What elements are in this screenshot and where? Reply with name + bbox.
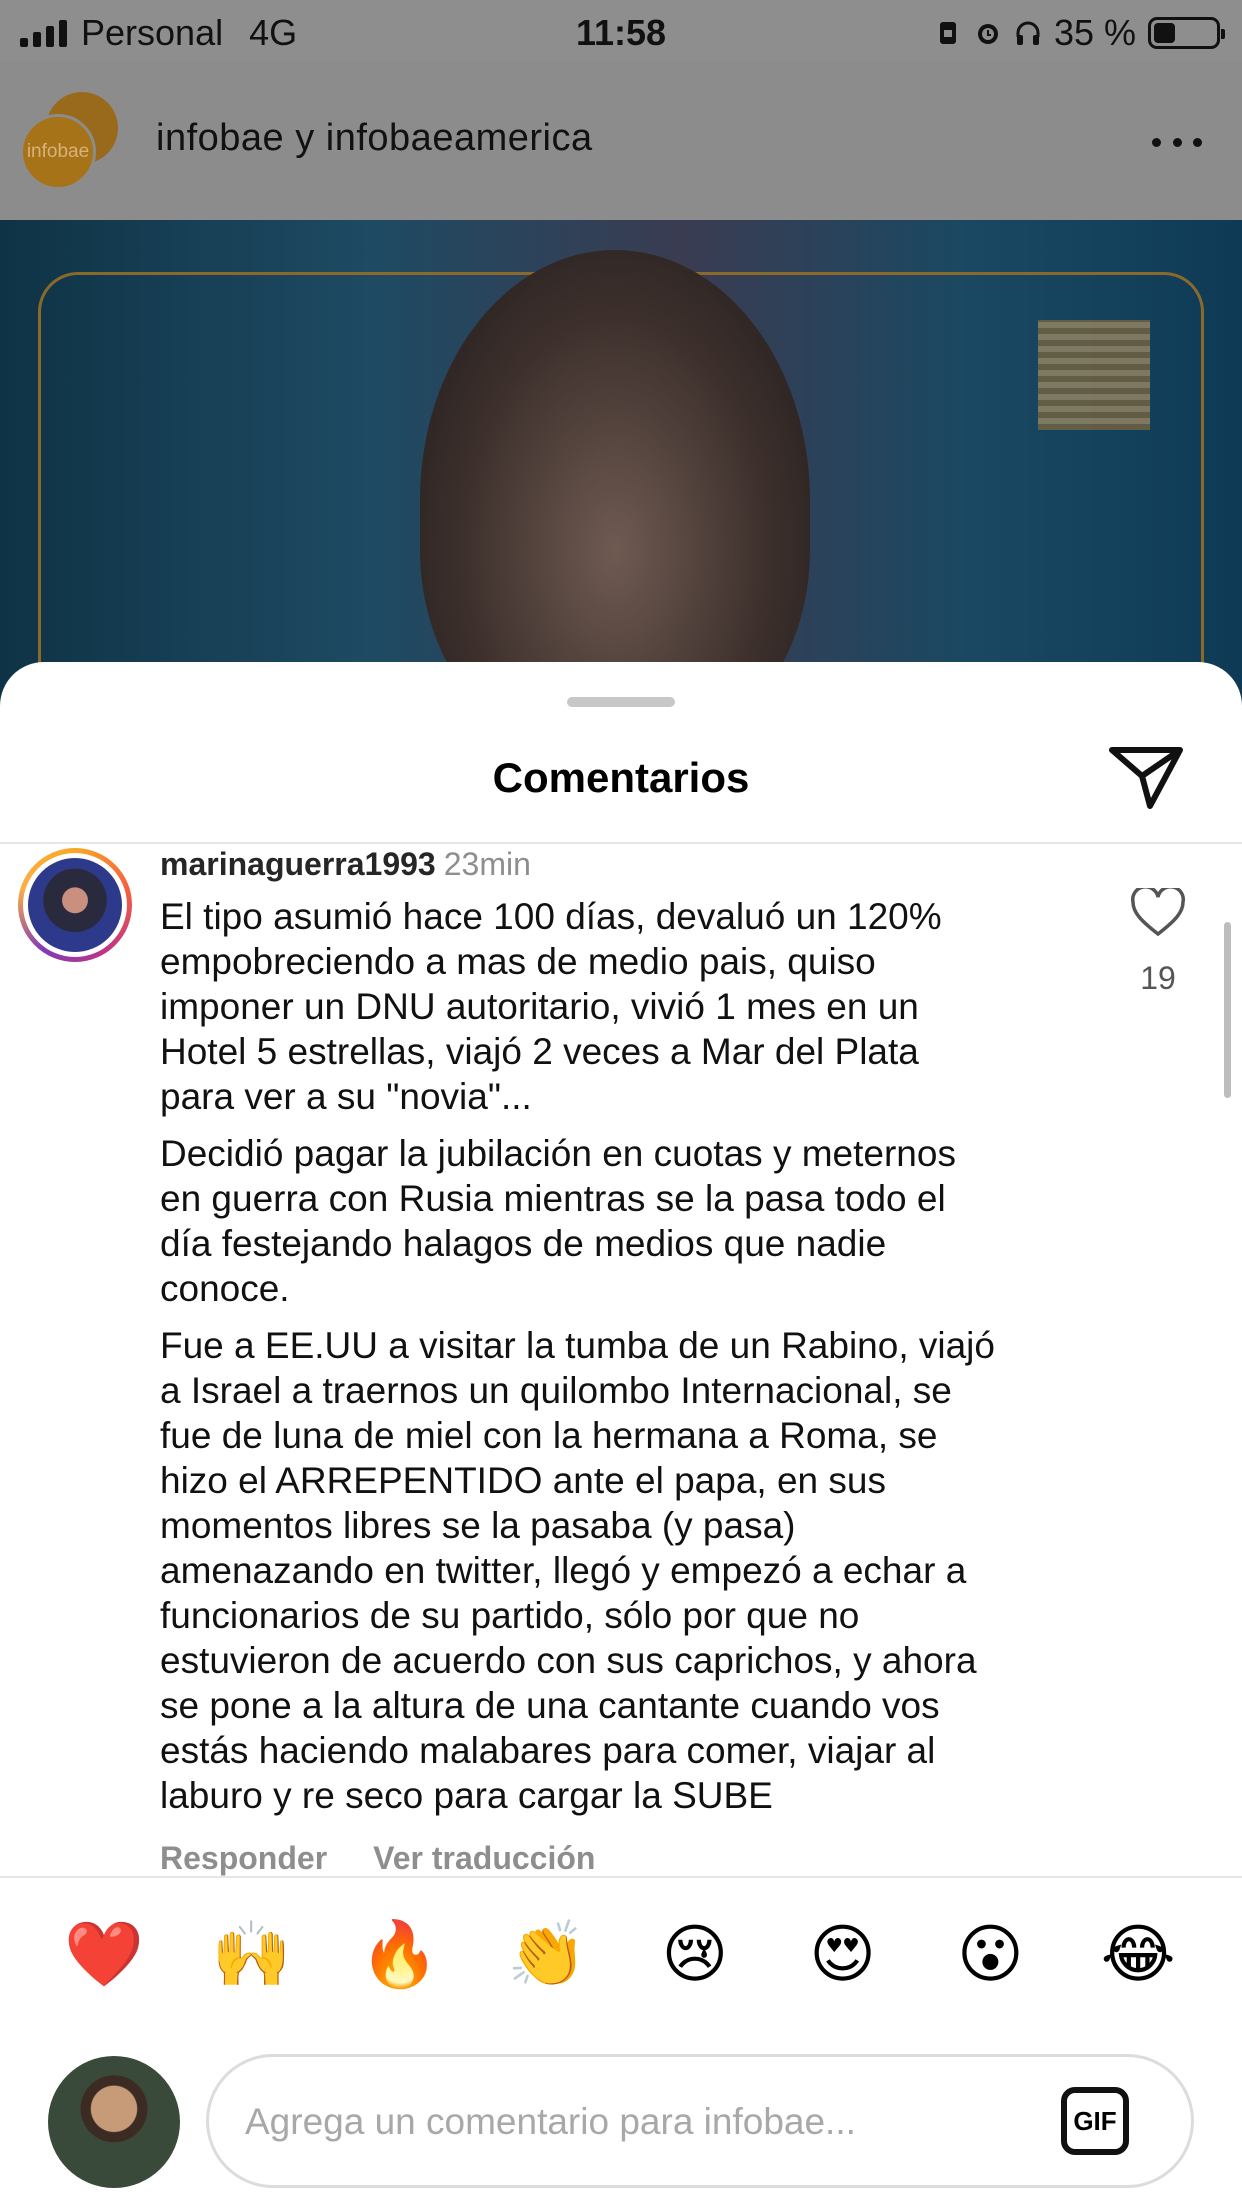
reaction-heart[interactable]: ❤️ [64, 1917, 144, 1990]
carrier-name: Personal [81, 12, 224, 53]
reaction-heart-eyes[interactable]: 😍 [809, 1917, 876, 1990]
user-avatar [48, 2056, 180, 2188]
comment-paragraph: Fue a EE.UU a visitar la tumba de un Rabino, viajó a Israel a traernos un quilombo Internacional, se fue de luna de miel con la hermana a Roma, se hizo el ARREPENTIDO ante el papa, en sus momentos libres se la pasaba (y pasa) amenazando en twitter, llegó y empezó a echar a funcionarios de su partido, sólo por que no estuvieron de acuerdo con sus caprichos, y ahora se pone a la altura de una cantante cuando vos estás haciendo malabares para comer, viajar al laburo y re seco para cargar la SUBE [160, 1325, 995, 1816]
clock: 11:58 [575, 12, 667, 53]
headphones-icon [1014, 19, 1042, 47]
sheet-title: Comentarios [492, 754, 750, 801]
comment-paragraph: El tipo asumió hace 100 días, devaluó un 120% empobreciendo a mas de medio pais, quiso imponer un DNU autoritario, vivió 1 mes en un Hotel 5 estrellas, viajó 2 veces a Mar del Plata para ver a su "novia"... [160, 896, 942, 1117]
post-account-name: infobae y infobaeamerica [156, 117, 593, 159]
sheet-grabber[interactable] [567, 697, 675, 707]
reaction-surprised[interactable]: 😮 [957, 1917, 1024, 1990]
scrollbar[interactable] [1224, 922, 1231, 1098]
post-image [0, 220, 1242, 720]
translate-button[interactable]: Ver traducción [373, 1840, 596, 1876]
qr-code [1038, 320, 1150, 430]
comment-input[interactable] [245, 2087, 1005, 2157]
quick-reactions-bar [0, 1884, 1242, 2024]
comment-composer[interactable] [206, 2054, 1194, 2188]
share-send-icon[interactable] [1108, 744, 1184, 810]
comment-actions [160, 1840, 641, 1877]
divider [0, 842, 1242, 844]
commenter-avatar[interactable] [18, 848, 132, 962]
status-bar [0, 0, 1242, 62]
person-photo [420, 250, 810, 720]
reaction-laughing[interactable]: 😂 [1100, 1917, 1176, 1990]
heart-icon[interactable] [1130, 888, 1186, 938]
reaction-fire[interactable]: 🔥 [359, 1917, 440, 1990]
comment-time: 23min [443, 846, 531, 882]
more-options-icon [1152, 132, 1202, 152]
network-type: 4G [249, 12, 298, 53]
post-header [0, 62, 1242, 220]
comment-username[interactable]: marinaguerra1993 [160, 846, 436, 882]
divider [0, 1876, 1242, 1878]
reaction-clap[interactable]: 👏 [507, 1917, 587, 1990]
comment-header [160, 846, 531, 883]
reaction-crying[interactable]: 😢 [661, 1917, 729, 1990]
lock-rotation-icon [934, 19, 962, 47]
account-avatar: infobae [20, 114, 96, 190]
battery-percent: 35 % [1053, 12, 1136, 53]
gif-button[interactable]: GIF [1061, 2087, 1129, 2155]
battery-icon [1148, 17, 1220, 49]
alarm-icon [974, 19, 1002, 47]
comment-body [160, 894, 1080, 1830]
comments-sheet [0, 662, 1242, 2208]
comment-paragraph: Decidió pagar la jubilación en cuotas y meternos en guerra con Rusia mientras se la pasa todo el día festejando halagos de medios que nadie conoce. [160, 1133, 956, 1309]
reply-button[interactable]: Responder [160, 1840, 328, 1876]
reaction-raised-hands[interactable]: 🙌 [211, 1917, 292, 1990]
like-count: 19 [1140, 960, 1176, 996]
